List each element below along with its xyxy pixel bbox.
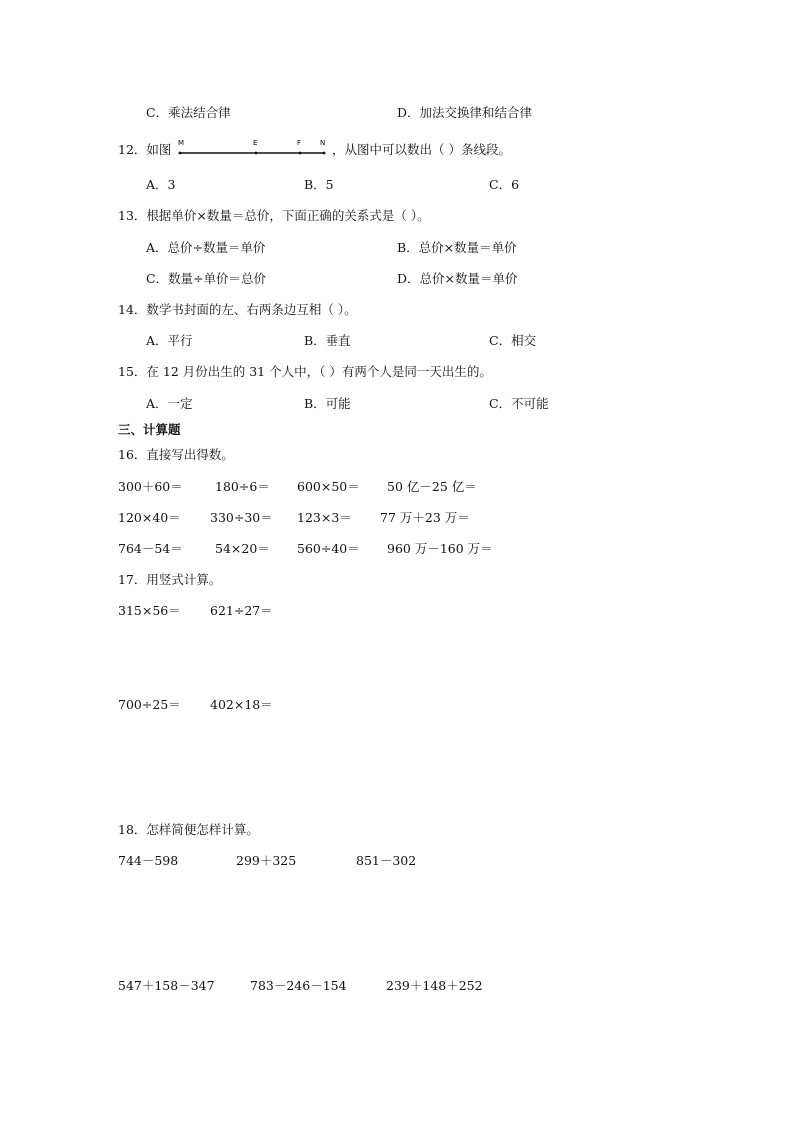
q16-item: 180÷6＝: [215, 479, 270, 494]
q11-option-c: C．乘法结合律: [146, 105, 231, 120]
q16-item: 600×50＝: [297, 479, 360, 494]
q16-item: 54×20＝: [215, 541, 270, 556]
q16-item: 300＋60＝: [118, 479, 183, 494]
q15-option-c: C．不可能: [489, 396, 549, 411]
q18-item: 239＋148＋252: [386, 978, 483, 993]
point-label-n: N: [320, 139, 326, 147]
q17-item: 315×56＝: [118, 603, 181, 618]
q17-item: 700÷25＝: [118, 697, 181, 712]
q17-item: 402×18＝: [210, 697, 273, 712]
q15-stem: 15．在 12 月份出生的 31 个人中，（ ）有两个人是同一天出生的。: [118, 364, 492, 379]
point-label-e: E: [253, 139, 258, 147]
q14-option-a: A．平行: [146, 333, 193, 348]
q14-option-b: B．垂直: [304, 333, 351, 348]
q18-item: 547＋158－347: [118, 978, 215, 993]
q16-item: 77 万＋23 万＝: [380, 510, 470, 525]
section-title: 三、计算题: [118, 422, 181, 437]
point-label-m: M: [178, 139, 185, 147]
q13-option-a: A．总价÷数量＝单价: [146, 240, 266, 255]
q14-option-c: C．相交: [489, 333, 537, 348]
q12-option-a: A．3: [146, 177, 176, 192]
point-label-f: F: [297, 139, 302, 147]
q18-item: 851－302: [356, 853, 417, 868]
q18-stem: 18．怎样简便怎样计算。: [118, 822, 259, 837]
q16-item: 560÷40＝: [297, 541, 360, 556]
q14-stem: 14．数学书封面的左、右两条边互相（ ）。: [118, 302, 357, 317]
q12-option-c: C．6: [489, 177, 520, 192]
q18-item: 299＋325: [236, 853, 297, 868]
q18-item: 783－246－154: [250, 978, 347, 993]
point-e: [255, 152, 258, 155]
q13-stem: 13．根据单价×数量＝总价，下面正确的关系式是（ ）。: [118, 208, 430, 223]
q12-suffix: ，从图中可以数出（ ）条线段。: [332, 142, 511, 157]
point-m: [179, 152, 182, 155]
q13-option-c: C．数量÷单价＝总价: [146, 271, 267, 286]
q17-stem: 17．用竖式计算。: [118, 572, 222, 587]
q16-item: 120×40＝: [118, 510, 181, 525]
q17-item: 621÷27＝: [210, 603, 273, 618]
q12-prefix: 12．如图: [118, 142, 172, 157]
q12-option-b: B．5: [304, 177, 334, 192]
q16-item: 960 万－160 万＝: [387, 541, 493, 556]
q13-option-b: B．总价×数量＝单价: [397, 240, 517, 255]
point-n: [323, 152, 326, 155]
q18-item: 744－598: [118, 853, 179, 868]
q15-option-a: A．一定: [146, 396, 193, 411]
q16-stem: 16．直接写出得数。: [118, 447, 234, 462]
line-segment-figure: [178, 137, 328, 159]
q16-item: 764－54＝: [118, 541, 183, 556]
point-f: [299, 152, 302, 155]
q11-option-d: D．加法交换律和结合律: [397, 105, 533, 120]
q16-item: 330÷30＝: [210, 510, 273, 525]
q13-option-d: D．总价×数量＝单价: [397, 271, 518, 286]
q15-option-b: B．可能: [304, 396, 351, 411]
q16-item: 123×3＝: [297, 510, 352, 525]
q16-item: 50 亿－25 亿＝: [387, 479, 477, 494]
